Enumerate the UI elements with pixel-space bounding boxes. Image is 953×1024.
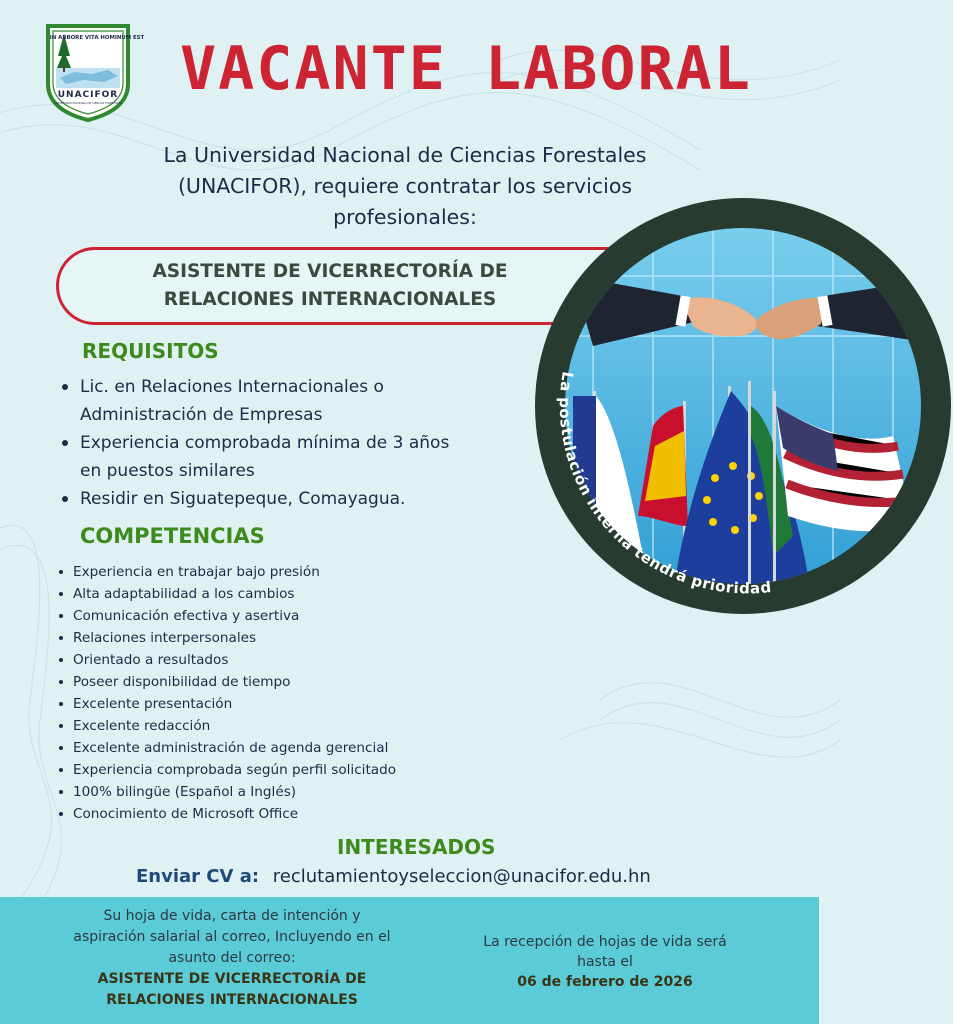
list-item: Conocimiento de Microsoft Office	[57, 803, 477, 825]
footer-line: aspiración salarial al correo, Incluyendo en el	[73, 929, 391, 945]
list-item: Alta adaptabilidad a los cambios	[57, 583, 477, 605]
footer-subject-line: RELACIONES INTERNACIONALES	[106, 992, 358, 1008]
position-title-line: RELACIONES INTERNACIONALES	[163, 289, 497, 310]
logo-name: UNACIFOR	[57, 90, 119, 100]
requirements-heading: REQUISITOS	[82, 339, 219, 363]
competencies-list	[57, 561, 477, 825]
cv-email[interactable]: reclutamientoyseleccion@unacifor.edu.hn	[272, 866, 651, 887]
list-item: Excelente redacción	[57, 715, 477, 737]
intro-line: La Universidad Nacional de Ciencias Forestales	[163, 143, 647, 167]
list-item: Comunicación efectiva y asertiva	[57, 605, 477, 627]
requirement-line: en puestos similares	[80, 461, 255, 481]
cv-email-row	[136, 866, 696, 887]
footer-line: asunto del correo:	[168, 950, 296, 966]
list-item	[60, 429, 530, 485]
position-title-line: ASISTENTE DE VICERRECTORÍA DE	[152, 261, 508, 282]
handshake-flags-photo	[533, 196, 953, 616]
list-item: Excelente administración de agenda gerencial	[57, 737, 477, 759]
footer-instructions	[40, 906, 424, 1011]
footer-subject-line: ASISTENTE DE VICERRECTORÍA DE	[97, 971, 367, 987]
page-title: VACANTE LABORAL	[180, 34, 752, 104]
priority-caption: La postulación interna tendrá prioridad	[555, 370, 773, 598]
position-title	[80, 258, 580, 314]
footer-line: hasta el	[577, 954, 633, 970]
list-item	[60, 485, 530, 513]
list-item: Orientado a resultados	[57, 649, 477, 671]
requirement-line: Lic. en Relaciones Internacionales o	[80, 377, 384, 397]
footer-line: La recepción de hojas de vida será	[483, 934, 727, 950]
requirement-line: Residir en Siguatepeque, Comayagua.	[80, 489, 406, 509]
intro-line: (UNACIFOR), requiere contratar los servicios	[177, 174, 633, 198]
list-item: 100% bilingüe (Español a Inglés)	[57, 781, 477, 803]
footer-line: Su hoja de vida, carta de intención y	[103, 908, 361, 924]
logo-subtitle: UNIVERSIDAD NACIONAL DE CIENCIAS FORESTALES	[54, 102, 122, 105]
interested-heading: INTERESADOS	[337, 835, 496, 859]
requirement-line: Administración de Empresas	[80, 405, 323, 425]
requirement-line: Experiencia comprobada mínima de 3 años	[80, 433, 450, 453]
list-item: Excelente presentación	[57, 693, 477, 715]
competencies-heading: COMPETENCIAS	[80, 524, 265, 548]
unacifor-logo	[44, 22, 145, 122]
requirements-list	[60, 373, 530, 513]
intro-line: profesionales:	[333, 205, 477, 229]
deadline-date: 06 de febrero de 2026	[517, 974, 693, 990]
list-item: Experiencia en trabajar bajo presión	[57, 561, 477, 583]
list-item: Relaciones interpersonales	[57, 627, 477, 649]
cv-label: Enviar CV a:	[136, 866, 260, 887]
list-item: Poseer disponibilidad de tiempo	[57, 671, 477, 693]
logo-motto: IN ARBORE VITA HOMINUM EST	[49, 35, 145, 41]
footer-deadline	[440, 932, 770, 992]
list-item	[60, 373, 530, 429]
list-item: Experiencia comprobada según perfil solicitado	[57, 759, 477, 781]
